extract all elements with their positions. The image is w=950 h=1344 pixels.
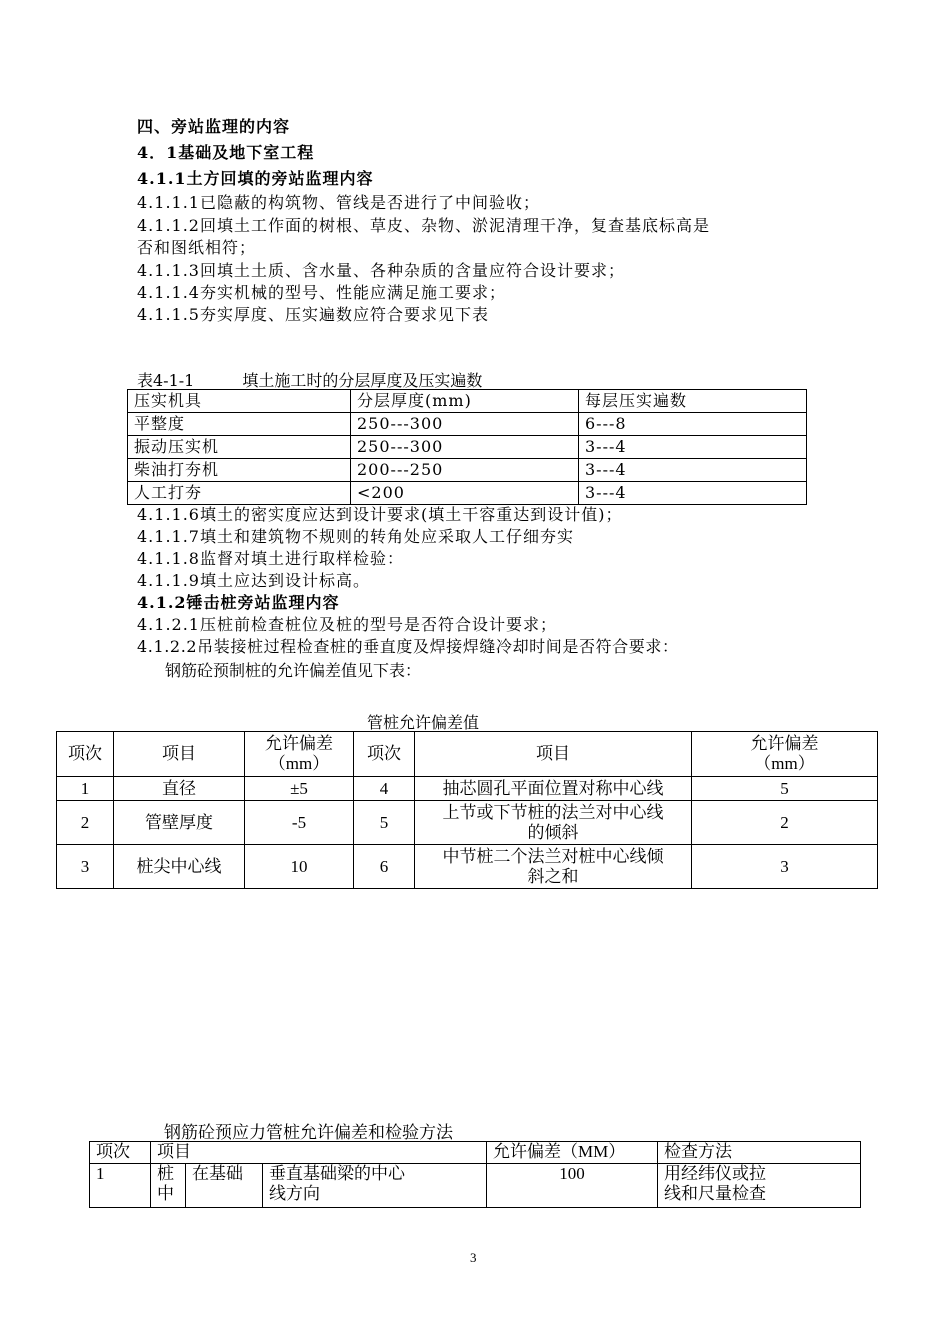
table-header: 项次 (354, 732, 415, 777)
cell-line: 斜之和 (527, 866, 579, 886)
cell-line: 中节桩二个法兰对桩中心线倾 (442, 846, 664, 866)
table2-caption: 管桩允许偏差值 (367, 713, 480, 732)
table-cell: 200---250 (351, 459, 579, 482)
table-cell: 1 (90, 1164, 151, 1208)
table-cell (263, 1164, 487, 1208)
header-line: （mm） (754, 754, 815, 773)
table-header-row (128, 390, 807, 413)
table-row (128, 436, 807, 459)
section-4-1-2: 4.1.2锤击桩旁站监理内容 (137, 593, 340, 612)
table-cell: 桩尖中心线 (114, 845, 245, 889)
table-cell: 6---8 (579, 413, 807, 436)
table-cell: 在基础 (186, 1164, 263, 1208)
table-header: 项目 (415, 732, 692, 777)
pile-tolerance-table (56, 731, 878, 889)
list-item: 4.1.1.4夯实机械的型号、性能应满足施工要求； (137, 283, 506, 302)
table-header: 项目 (114, 732, 245, 777)
table3-caption: 钢筋砼预应力管桩允许偏差和检验方法 (164, 1123, 453, 1142)
table-cell: <200 (351, 482, 579, 505)
section-4-1-1: 4.1.1土方回填的旁站监理内容 (137, 169, 374, 188)
table-cell: 振动压实机 (128, 436, 351, 459)
cell-line: 线和尺量检查 (664, 1184, 766, 1203)
table-header: 项次 (57, 732, 114, 777)
list-item: 4.1.1.2回填土工作面的树根、草皮、杂物、淤泥清理干净，复查基底标高是 (137, 216, 710, 235)
table-header: 每层压实遍数 (579, 390, 807, 413)
table-cell: 250---300 (351, 436, 579, 459)
table-header: 项目 (151, 1142, 487, 1164)
table-row (57, 801, 878, 845)
table-cell: 5 (354, 801, 415, 845)
cell-line: 的倾斜 (527, 822, 579, 842)
table-cell: 柴油打夯机 (128, 459, 351, 482)
table-cell: 250---300 (351, 413, 579, 436)
table-cell: 1 (57, 777, 114, 801)
table-cell: 管壁厚度 (114, 801, 245, 845)
table-cell: 3---4 (579, 459, 807, 482)
table-header: 允许偏差（MM） (487, 1142, 658, 1164)
table-cell: 2 (692, 801, 878, 845)
list-item: 4.1.2.2吊装接桩过程检查桩的垂直度及焊接焊缝冷却时间是否符合要求： (137, 637, 679, 656)
table1-caption: 表4-1-1 填土施工时的分层厚度及压实遍数 (137, 371, 483, 390)
table-row (128, 413, 807, 436)
table-row (57, 777, 878, 801)
table-cell: 4 (354, 777, 415, 801)
table-row (128, 482, 807, 505)
header-line: （mm） (268, 754, 330, 773)
list-item: 钢筋砼预制桩的允许偏差值见下表： (165, 661, 422, 680)
prestressed-pile-table (89, 1141, 861, 1208)
list-item: 4.1.1.5夯实厚度、压实遍数应符合要求见下表 (137, 305, 489, 324)
heading: 四、旁站监理的内容 (137, 117, 291, 136)
table-cell: 抽芯圆孔平面位置对称中心线 (415, 777, 692, 801)
list-item: 4.1.1.8监督对填土进行取样检验： (137, 549, 404, 568)
table-cell: 5 (692, 777, 878, 801)
list-item: 4.1.2.1压桩前检查桩位及桩的型号是否符合设计要求； (137, 615, 557, 634)
table-header: 分层厚度(mm) (351, 390, 579, 413)
table-cell: 直径 (114, 777, 245, 801)
cell-line: 垂直基础梁的中心 (269, 1164, 405, 1183)
table-row (57, 845, 878, 889)
table-cell: 人工打夯 (128, 482, 351, 505)
cell-line: 上节或下节桩的法兰对中心线 (442, 802, 664, 822)
header-line: 允许偏差 (750, 734, 819, 753)
list-item: 4.1.1.6填土的密实度应达到设计要求(填土干容重达到设计值)； (137, 505, 623, 524)
list-item: 4.1.1.1已隐蔽的构筑物、管线是否进行了中间验收； (137, 193, 540, 212)
table-header (692, 732, 878, 777)
table-row (128, 459, 807, 482)
section-4-1: 4．1基础及地下室工程 (137, 143, 315, 162)
table-header (245, 732, 354, 777)
table-cell (415, 845, 692, 889)
header-line: 允许偏差 (265, 734, 333, 753)
table-cell (415, 801, 692, 845)
list-item: 4.1.1.3回填土土质、含水量、各种杂质的含量应符合设计要求； (137, 261, 625, 280)
table-row (90, 1164, 861, 1208)
page-number: 3 (470, 1250, 477, 1265)
cell-line: 中 (157, 1184, 174, 1203)
table-header-row (57, 732, 878, 777)
compaction-table (127, 389, 807, 505)
table-header: 压实机具 (128, 390, 351, 413)
cell-line: 用经纬仪或拉 (664, 1164, 766, 1183)
cell-line: 线方向 (269, 1184, 320, 1203)
table-cell (658, 1164, 861, 1208)
table-header: 项次 (90, 1142, 151, 1164)
table-cell: 10 (245, 845, 354, 889)
table-cell: -5 (245, 801, 354, 845)
table-cell: 100 (487, 1164, 658, 1208)
table-cell: 平整度 (128, 413, 351, 436)
list-item: 4.1.1.7填土和建筑物不规则的转角处应采取人工仔细夯实 (137, 527, 574, 546)
list-item: 否和图纸相符； (137, 238, 257, 257)
table-cell: ±5 (245, 777, 354, 801)
table-cell: 3---4 (579, 436, 807, 459)
table-cell: 3 (692, 845, 878, 889)
table-cell (151, 1164, 186, 1208)
table-cell: 3---4 (579, 482, 807, 505)
cell-line: 桩 (157, 1164, 174, 1183)
list-item: 4.1.1.9填土应达到设计标高。 (137, 571, 370, 590)
table-cell: 3 (57, 845, 114, 889)
table-header-row (90, 1142, 861, 1164)
table-cell: 2 (57, 801, 114, 845)
table-header: 检查方法 (658, 1142, 861, 1164)
table-cell: 6 (354, 845, 415, 889)
